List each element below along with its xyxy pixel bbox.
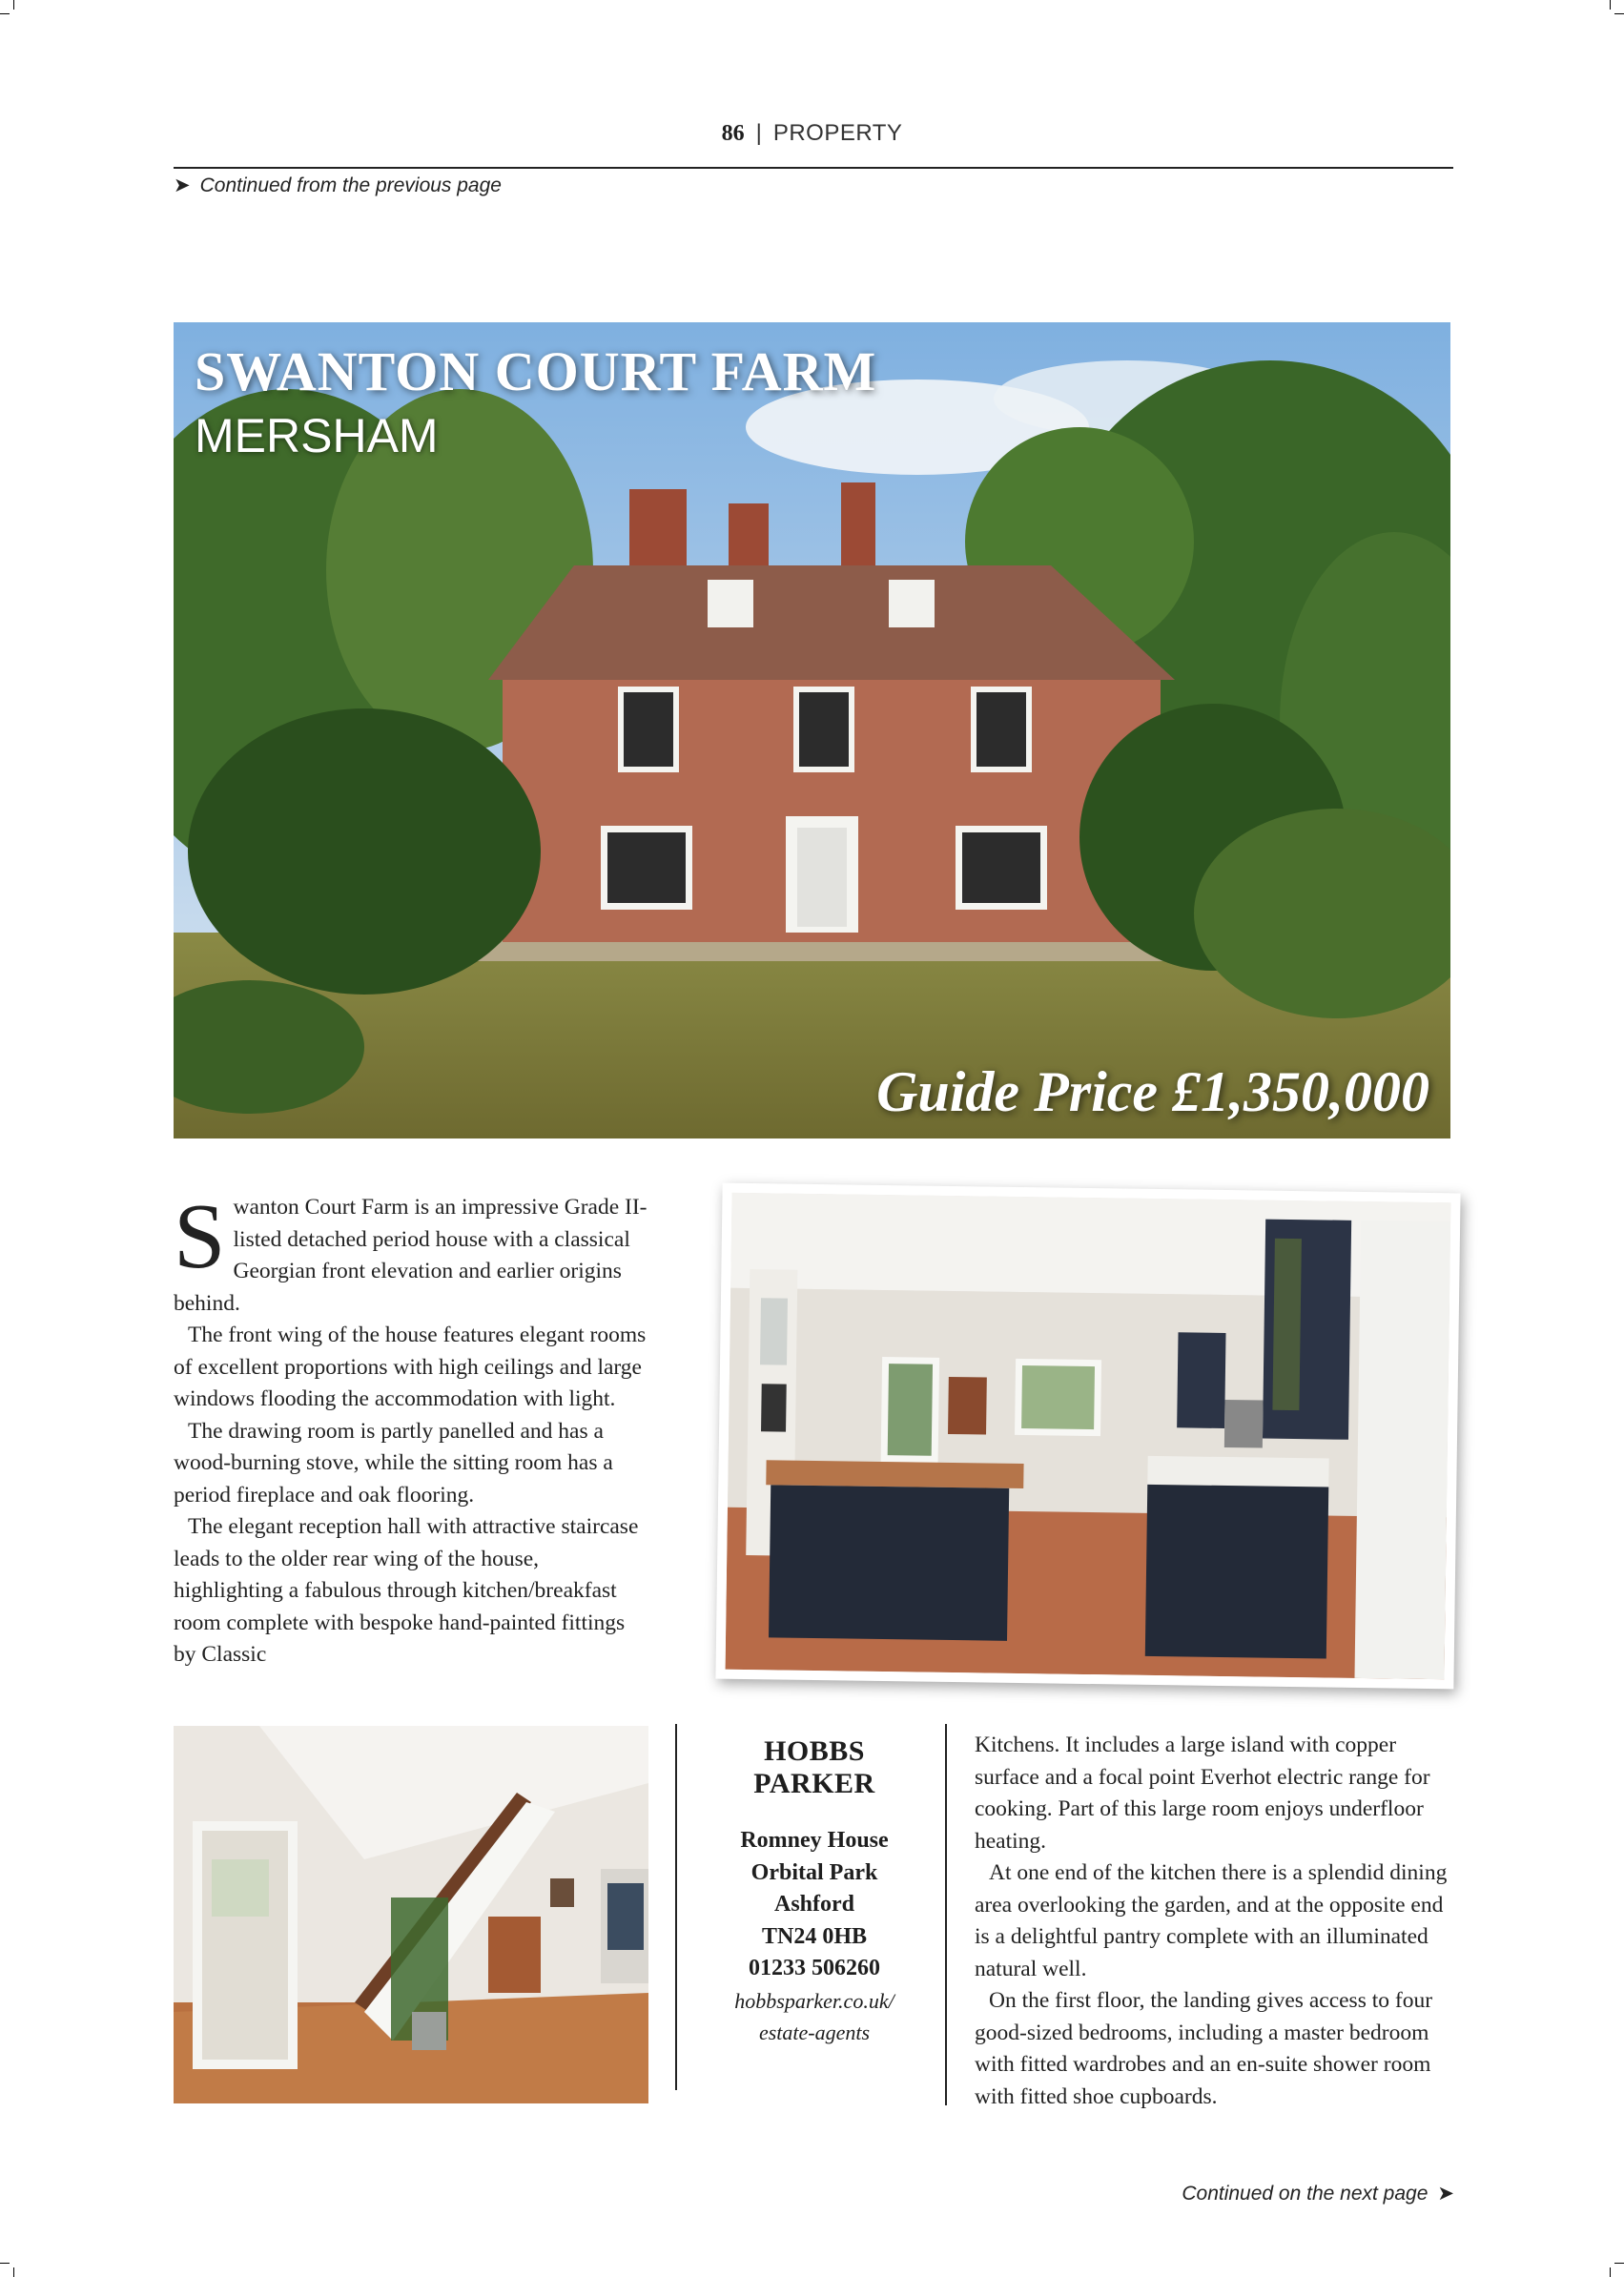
agent-phone: 01233 506260 — [749, 1956, 880, 1980]
property-title: SWANTON COURT FARM — [195, 340, 877, 402]
hero-photo — [174, 322, 1450, 1138]
article-paragraph: The elegant reception hall with attractive staircase leads to the older rear wing of the house, highlighting a fabulous through kitchen/breakfast room complete with bespoke hand-painted fittings by Classic — [174, 1514, 639, 1667]
guide-price: Guide Price £1,350,000 — [876, 1060, 1429, 1123]
header-rule — [174, 167, 1453, 169]
arrow-right-icon: ➤ — [174, 174, 191, 196]
drop-cap: S — [174, 1185, 226, 1288]
article-column-left — [174, 1185, 650, 1672]
staircase-photo — [174, 1726, 648, 2103]
header-separator: | — [755, 120, 762, 146]
article-paragraph: On the first floor, the landing gives access to four good-sized bedrooms, including a master bedroom with fitted wardrobes and an en-suite shower room with fitted shoe cupboards. — [975, 1988, 1433, 2109]
page-number: 86 — [721, 121, 745, 146]
arrow-right-icon: ➤ — [1437, 2183, 1454, 2205]
agent-address — [679, 1825, 950, 1985]
crop-mark — [0, 2263, 10, 2264]
address-line: Romney House — [740, 1828, 889, 1853]
agent-name-line1: HOBBS — [764, 1735, 865, 1767]
crop-mark — [1610, 2267, 1611, 2277]
crop-mark — [13, 0, 14, 10]
hallway-interior-photo — [174, 1726, 648, 2103]
agent-website[interactable]: hobbsparker.co.uk/ estate-agents — [734, 1988, 894, 2044]
continued-from-note — [174, 174, 502, 197]
kitchen-photo — [715, 1183, 1460, 1690]
continued-next-text: Continued on the next page — [1182, 2183, 1429, 2205]
column-divider — [675, 1724, 677, 2090]
article-paragraph: The front wing of the house features elegant rooms of excellent proportions with high ceilings and large windows flooding the accommodation with light. — [174, 1323, 647, 1411]
agent-contact — [679, 1735, 950, 2048]
address-line: Ashford — [773, 1892, 854, 1917]
continued-from-text: Continued from the previous page — [199, 174, 502, 196]
article-paragraph: Kitchens. It includes a large island with copper surface and a focal point Everhot electric range for cooking. Part of this large room enjoys underfloor heating. — [975, 1733, 1430, 1854]
continued-next-note — [1182, 2182, 1454, 2205]
article-paragraph: Swanton Court Farm is an impressive Grade II-listed detached period house with a classical Georgian front elevation and earlier origins behind. — [174, 1185, 648, 1316]
article-column-right — [975, 1730, 1456, 2113]
crop-mark — [1610, 0, 1611, 10]
article-paragraph: The drawing room is partly panelled and has a wood-burning stove, while the sitting room has a period fireplace and oak flooring. — [174, 1418, 613, 1508]
crop-mark — [13, 2267, 14, 2277]
address-line: Orbital Park — [750, 1859, 878, 1885]
kitchen-interior-photo — [726, 1193, 1451, 1679]
crop-mark — [0, 13, 10, 14]
page-header — [0, 120, 1624, 147]
address-line: TN24 0HB — [761, 1923, 867, 1949]
article-paragraph: At one end of the kitchen there is a splendid dining area overlooking the garden, and at the opposite end is a delightful pantry complete with an illuminated natural well. — [975, 1860, 1448, 1981]
crop-mark — [1614, 13, 1624, 14]
property-location: MERSHAM — [195, 409, 439, 462]
crop-mark — [1614, 2263, 1624, 2264]
agent-name-line2: PARKER — [753, 1768, 875, 1799]
section-name: PROPERTY — [772, 120, 903, 146]
